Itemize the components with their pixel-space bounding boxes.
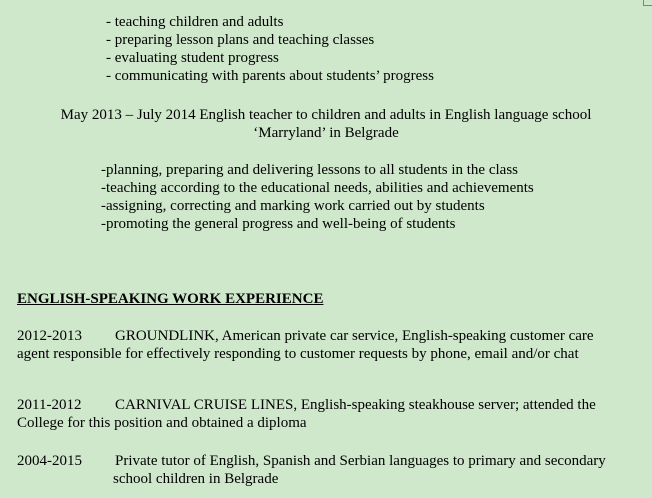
- list-item: -promoting the general progress and well-being of students: [101, 216, 456, 232]
- experience-description: CARNIVAL CRUISE LINES, English-speaking steakhouse server; attended the: [115, 397, 596, 413]
- experience-description: GROUNDLINK, American private car service, English-speaking customer care: [115, 328, 594, 344]
- experience-entry-first-line: [17, 452, 642, 470]
- experience-years: 2012-2013: [17, 328, 82, 344]
- job-entry-line-2: ‘Marryland’ in Belgrade: [253, 125, 399, 141]
- job-entry: [0, 106, 652, 142]
- list-item: -planning, preparing and delivering lessons to all students in the class: [101, 162, 518, 178]
- teaching-duties-list: [106, 13, 434, 85]
- section-heading: ENGLISH-SPEAKING WORK EXPERIENCE: [17, 291, 324, 307]
- experience-years: 2011-2012: [17, 397, 82, 413]
- experience-description-continued: school children in Belgrade: [113, 471, 279, 487]
- list-item: - preparing lesson plans and teaching classes: [106, 32, 375, 48]
- list-item: - teaching children and adults: [106, 14, 284, 30]
- experience-years: 2004-2015: [17, 453, 82, 469]
- page-corner-marker: [643, 0, 652, 6]
- list-item: -assigning, correcting and marking work carried out by students: [101, 198, 485, 214]
- experience-entry: [17, 452, 642, 488]
- list-item: -teaching according to the educational needs, abilities and achievements: [101, 180, 534, 196]
- job-duties-list: [101, 161, 534, 233]
- experience-entry: [17, 327, 642, 363]
- experience-entry-first-line: [17, 327, 642, 345]
- experience-description-continued: College for this position and obtained a diploma: [17, 415, 307, 431]
- list-item: - evaluating student progress: [106, 50, 279, 66]
- job-entry-line-1: May 2013 – July 2014 English teacher to children and adults in English language school: [60, 107, 592, 123]
- experience-entry: [17, 396, 642, 432]
- experience-description: Private tutor of English, Spanish and Serbian languages to primary and secondary: [115, 453, 606, 469]
- list-item: - communicating with parents about students’ progress: [106, 68, 434, 84]
- experience-description-continued: agent responsible for effectively responding to customer requests by phone, email and/or chat: [17, 346, 579, 362]
- experience-entry-first-line: [17, 396, 642, 414]
